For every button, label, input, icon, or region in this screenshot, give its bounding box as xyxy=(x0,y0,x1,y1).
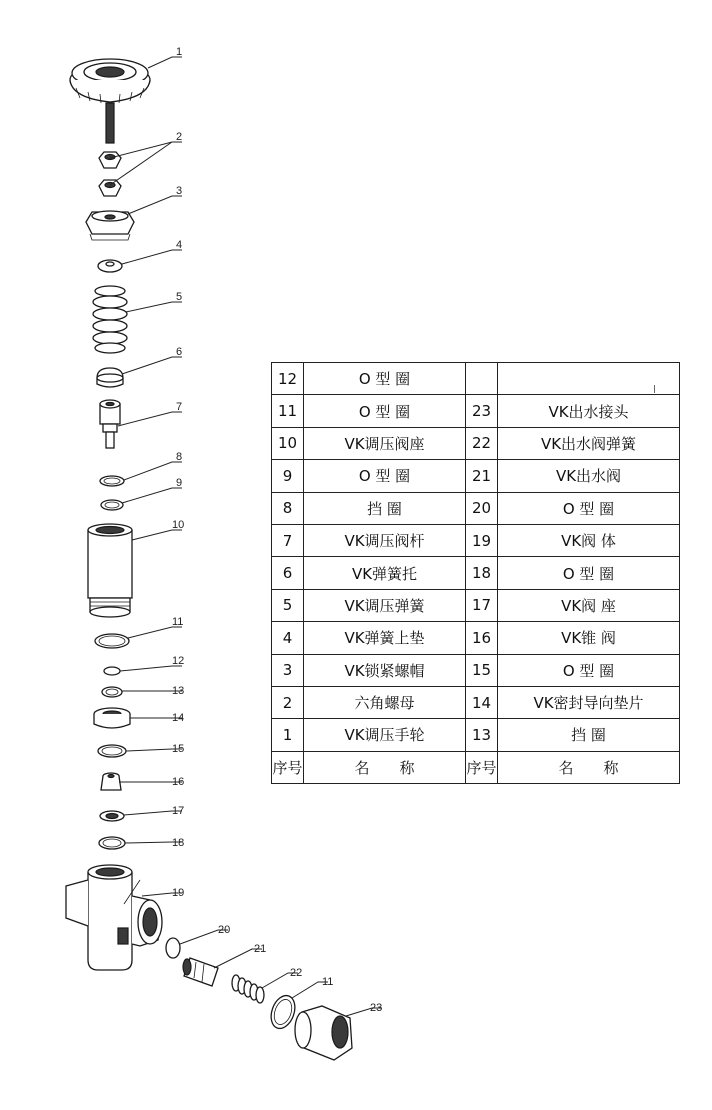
part-7-valve-stem xyxy=(100,400,120,448)
callout-4: 4 xyxy=(176,239,183,251)
table-row xyxy=(272,427,680,459)
callout-3: 3 xyxy=(176,185,183,197)
table-row xyxy=(272,395,680,427)
part-name-left: VK弹簧托 xyxy=(304,557,466,589)
callout-11-outlet: 11 xyxy=(322,976,334,988)
table-row xyxy=(272,557,680,589)
part-15-o-ring xyxy=(98,745,126,757)
part-name-right: O 型 圈 xyxy=(498,492,680,524)
row-number-left: 10 xyxy=(272,427,304,459)
header-number-left: 序号 xyxy=(272,751,304,783)
part-23-outlet-connector xyxy=(295,1006,352,1060)
callout-15: 15 xyxy=(172,743,185,755)
callout-6: 6 xyxy=(176,346,183,358)
table-row xyxy=(272,686,680,718)
row-number-right: 19 xyxy=(466,524,498,556)
callout-10: 10 xyxy=(172,519,185,531)
part-name-right: O 型 圈 xyxy=(498,654,680,686)
part-name-right: VK密封导向垫片 xyxy=(498,686,680,718)
row-number-right: 16 xyxy=(466,622,498,654)
part-name-right: VK阀 座 xyxy=(498,589,680,621)
row-number-left: 1 xyxy=(272,719,304,751)
part-name-right: VK出水阀 xyxy=(498,460,680,492)
row-number-left: 12 xyxy=(272,363,304,395)
callout-8: 8 xyxy=(176,451,183,463)
part-14-seal-guide xyxy=(94,708,130,728)
table-row xyxy=(272,589,680,621)
part-name-left: 挡 圈 xyxy=(304,492,466,524)
part-21-outlet-valve xyxy=(183,958,218,986)
part-name-right: VK出水阀弹簧 xyxy=(498,427,680,459)
part-name-left: VK锁紧螺帽 xyxy=(304,654,466,686)
part-4-washer xyxy=(98,260,122,272)
table-row xyxy=(272,460,680,492)
row-number-right: 15 xyxy=(466,654,498,686)
part-name-right: VK阀 体 xyxy=(498,524,680,556)
part-name-left: 六角螺母 xyxy=(304,686,466,718)
part-5-spring xyxy=(93,286,127,353)
part-16-cone-valve xyxy=(101,773,121,790)
part-name-right xyxy=(498,363,680,395)
part-22-spring xyxy=(232,975,264,1003)
part-17-seat xyxy=(100,811,124,821)
row-number-left: 3 xyxy=(272,654,304,686)
table-row xyxy=(272,654,680,686)
callout-22: 22 xyxy=(290,967,303,979)
row-number-left: 2 xyxy=(272,686,304,718)
row-number-right: 21 xyxy=(466,460,498,492)
callout-9: 9 xyxy=(176,477,183,489)
header-number-right: 序号 xyxy=(466,751,498,783)
row-number-left: 5 xyxy=(272,589,304,621)
part-name-right: 挡 圈 xyxy=(498,719,680,751)
row-number-right xyxy=(466,363,498,395)
part-11-o-ring-outlet xyxy=(267,992,299,1031)
part-name-left: VK调压阀杆 xyxy=(304,524,466,556)
table-header-row xyxy=(272,751,680,783)
part-8-ring xyxy=(100,476,124,486)
row-number-left: 4 xyxy=(272,622,304,654)
part-6-spring-seat xyxy=(97,368,123,387)
row-number-right: 20 xyxy=(466,492,498,524)
part-12-o-ring xyxy=(104,667,120,675)
part-20-o-ring xyxy=(166,938,180,958)
row-number-left: 9 xyxy=(272,460,304,492)
row-number-left: 11 xyxy=(272,395,304,427)
callout-19: 19 xyxy=(172,887,185,899)
table-row xyxy=(272,492,680,524)
callout-21: 21 xyxy=(254,943,267,955)
part-11-o-ring xyxy=(95,634,129,648)
part-name-left: O 型 圈 xyxy=(304,395,466,427)
part-name-right: O 型 圈 xyxy=(498,557,680,589)
part-13-ring xyxy=(102,687,122,697)
callout-7: 7 xyxy=(176,401,183,413)
callout-18: 18 xyxy=(172,837,185,849)
part-name-right: VK出水接头 xyxy=(498,395,680,427)
part-3-lock-cap xyxy=(86,211,134,240)
row-number-left: 8 xyxy=(272,492,304,524)
callout-1: 1 xyxy=(176,46,183,58)
table-row xyxy=(272,524,680,556)
part-name-left: VK弹簧上垫 xyxy=(304,622,466,654)
header-name-left: 名 称 xyxy=(304,751,466,783)
table-row xyxy=(272,622,680,654)
callout-11: 11 xyxy=(172,616,184,628)
table-row xyxy=(272,719,680,751)
part-name-left: O 型 圈 xyxy=(304,363,466,395)
callout-13: 13 xyxy=(172,685,185,697)
row-number-right: 14 xyxy=(466,686,498,718)
part-name-left: VK调压手轮 xyxy=(304,719,466,751)
part-10-valve-seat xyxy=(88,524,132,617)
callout-12: 12 xyxy=(172,655,185,667)
row-number-left: 7 xyxy=(272,524,304,556)
callout-2: 2 xyxy=(176,131,183,143)
part-9-o-ring xyxy=(101,500,123,510)
row-number-right: 17 xyxy=(466,589,498,621)
part-19-valve-body xyxy=(66,865,162,970)
row-number-left: 6 xyxy=(272,557,304,589)
row-number-right: 22 xyxy=(466,427,498,459)
callout-17: 17 xyxy=(172,805,185,817)
part-1-handwheel xyxy=(70,59,150,143)
part-name-right: VK锥 阀 xyxy=(498,622,680,654)
row-number-right: 18 xyxy=(466,557,498,589)
callout-14: 14 xyxy=(172,712,185,724)
part-name-left: O 型 圈 xyxy=(304,460,466,492)
table-row xyxy=(272,363,680,395)
part-name-left: VK调压弹簧 xyxy=(304,589,466,621)
header-name-right: 名 称 xyxy=(498,751,680,783)
callout-20: 20 xyxy=(218,924,231,936)
part-name-left: VK调压阀座 xyxy=(304,427,466,459)
row-number-right: 13 xyxy=(466,719,498,751)
table-tick-mark xyxy=(654,385,655,393)
part-18-o-ring xyxy=(99,837,125,849)
part-2-hex-nuts xyxy=(99,152,121,196)
callout-5: 5 xyxy=(176,291,183,303)
callout-16: 16 xyxy=(172,776,185,788)
parts-list-table xyxy=(271,362,680,784)
row-number-right: 23 xyxy=(466,395,498,427)
callout-23: 23 xyxy=(370,1002,383,1014)
